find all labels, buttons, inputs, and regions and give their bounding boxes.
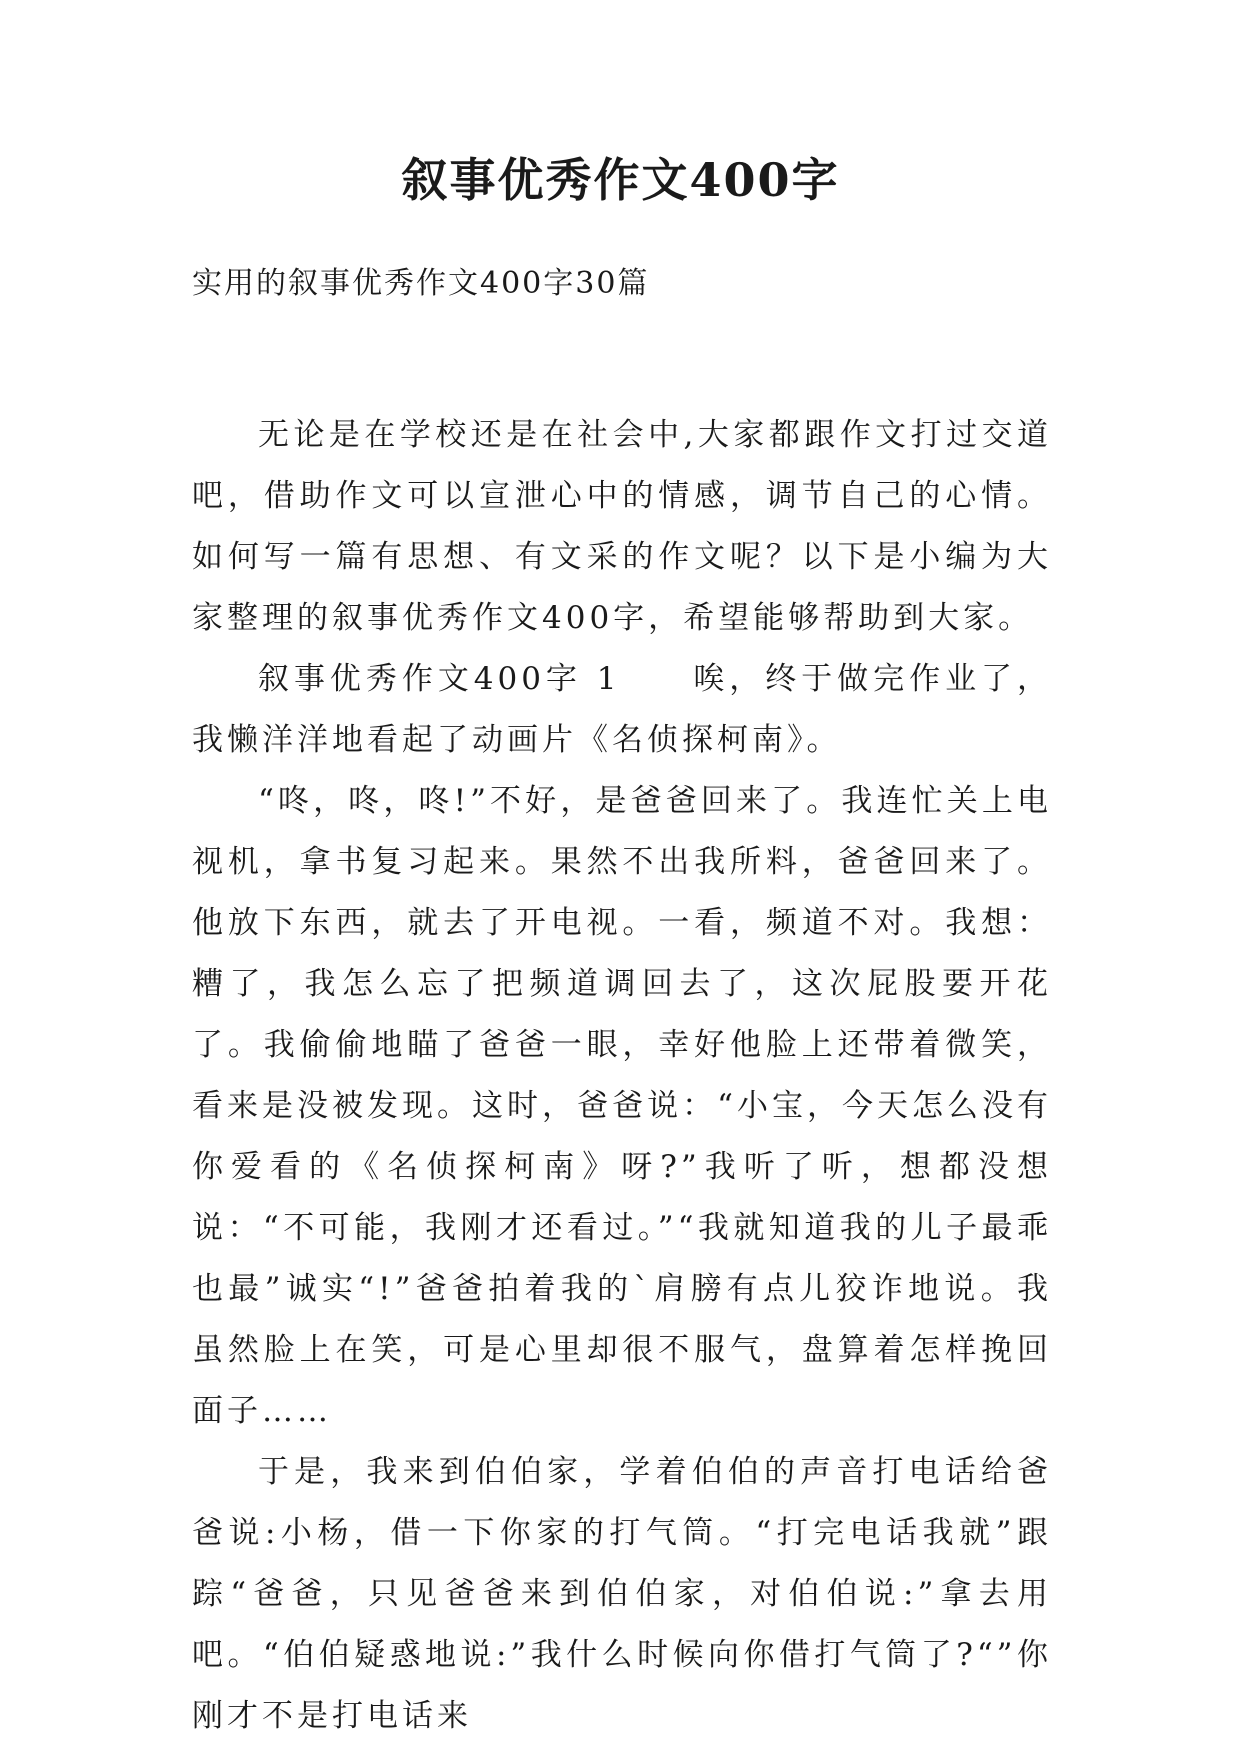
paragraph: “咚，咚，咚!”不好，是爸爸回来了。我连忙关上电视机，拿书复习起来。果然不出我所料，爸爸回来了。他放下东西，就去了开电视。一看，频道不对。我想：糟了，我怎么忘了把频道调回去了，这次屁股要开花了。我偷偷地瞄了爸爸一眼，幸好他脸上还带着微笑，看来是没被发现。这时，爸爸说：“小宝，今天怎么没有你爱看的《名侦探柯南》呀?”我听了听，想都没想说：“不可能，我刚才还看过。”“我就知道我的儿子最乖也最”诚实“!”爸爸拍着我的`肩膀有点儿狡诈地说。我虽然脸上在笑，可是心里却很不服气，盘算着怎样挽回面子…… <box>192 783 1052 1429</box>
paragraph: 无论是在学校还是在社会中,大家都跟作文打过交道吧，借助作文可以宣泄心中的情感，调节自己的心情。如何写一篇有思想、有文采的作文呢？以下是小编为大家整理的叙事优秀作文400字，希望能够帮助到大家。 <box>192 417 1052 636</box>
document-title: 叙事优秀作文400字 <box>401 153 840 207</box>
document-body <box>192 405 1052 1747</box>
paragraph: 叙事优秀作文400字 1 唉，终于做完作业了，我懒洋洋地看起了动画片《名侦探柯南》。 <box>192 661 1052 758</box>
paragraph: 于是，我来到伯伯家，学着伯伯的声音打电话给爸爸说:小杨，借一下你家的打气筒。“打完电话我就”跟踪“爸爸，只见爸爸来到伯伯家，对伯伯说:”拿去用吧。“伯伯疑惑地说:”我什么时候向你借打气筒了?“”你刚才不是打电话来 <box>192 1454 1052 1734</box>
document-subtitle: 实用的叙事优秀作文400字30篇 <box>192 266 650 301</box>
